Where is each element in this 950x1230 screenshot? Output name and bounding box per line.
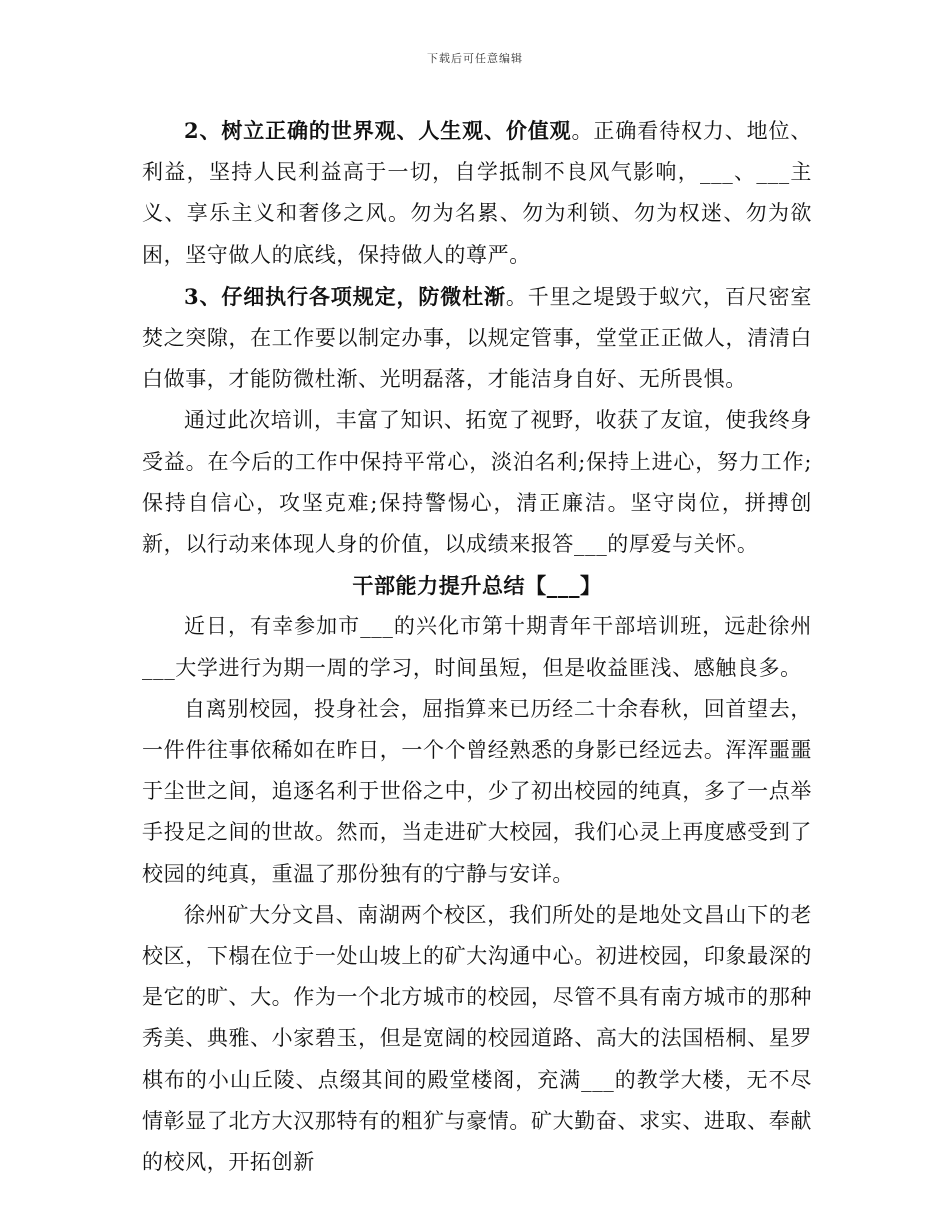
paragraph-campus-memory: 自离别校园，投身社会，屈指算来已历经二十余春秋，回首望去，一件件往事依稀如在昨日，一个个曾经熟悉的身影已经远去。浑浑噩噩于尘世之间，追逐名利于世俗之中，少了初出校园的纯真，多了一点举手投足之间的世故。然而，当走进矿大校园，我们心灵上再度感受到了校园的纯真，重温了那份独有的宁静与安详。: [142, 696, 812, 886]
paragraph-training-summary: [142, 400, 812, 565]
paragraph-text: 。正确看待权力、地位、利益，坚持人民利益高于一切，自学抵制不良风气影响，___、___主义、享乐主义和奢侈之风。勿为名累、勿为利锁、勿为权迷、勿为欲困，坚守做人的底线，保持做人的尊严。: [142, 119, 812, 267]
section-title: 干部能力提升总结【___】: [352, 573, 602, 599]
paragraph-regulations: [142, 276, 812, 401]
paragraph-intro: 近日，有幸参加市___的兴化市第十期青年干部培训班，远赴徐州___大学进行为期一周的学习，时间虽短，但是收益匪浅、感触良多。: [142, 614, 812, 680]
document-body: [142, 110, 812, 1183]
paragraph-campus-description: 徐州矿大分文昌、南湖两个校区，我们所处的是地处文昌山下的老校区，下榻在位于一处山坡上的矿大沟通中心。初进校园，印象最深的是它的旷、大。作为一个北方城市的校园，尽管不具有南方城市的那种秀美、典雅、小家碧玉，但是宽阔的校园道路、高大的法国梧桐、星罗棋布的小山丘陵、点缀其间的殿堂楼阁，充满___的教学大楼，无不尽情彰显了北方大汉那特有的粗犷与豪情。矿大勤奋、求实、进取、奉献的校风，开拓创新: [142, 902, 812, 1175]
paragraph-lead: 3、仔细执行各项规定，防微杜渐: [184, 283, 506, 309]
paragraph-text: 。千里之堤毁于蚁穴，百尺密室焚之突隙，在工作要以制定办事，以规定管事，堂堂正正做人，清清白白做事，才能防微杜渐、光明磊落，才能洁身自好、无所畏惧。: [142, 284, 812, 392]
page-header: 下载后可任意编辑: [427, 52, 523, 65]
paragraph-lead: 2、树立正确的世界观、人生观、价值观: [184, 118, 572, 143]
paragraph-worldview: [142, 110, 812, 276]
paragraph-text: 通过此次培训，丰富了知识、拓宽了视野，收获了友谊，使我终身受益。在今后的工作中保持平常心，淡泊名利;保持上进心，努力工作;保持自信心，攻坚克难;保持警惕心，清正廉洁。坚守岗位，拼搏创新，以行动来体现人身的价值，以成绩来报答___的厚爱与关怀。: [142, 408, 812, 557]
